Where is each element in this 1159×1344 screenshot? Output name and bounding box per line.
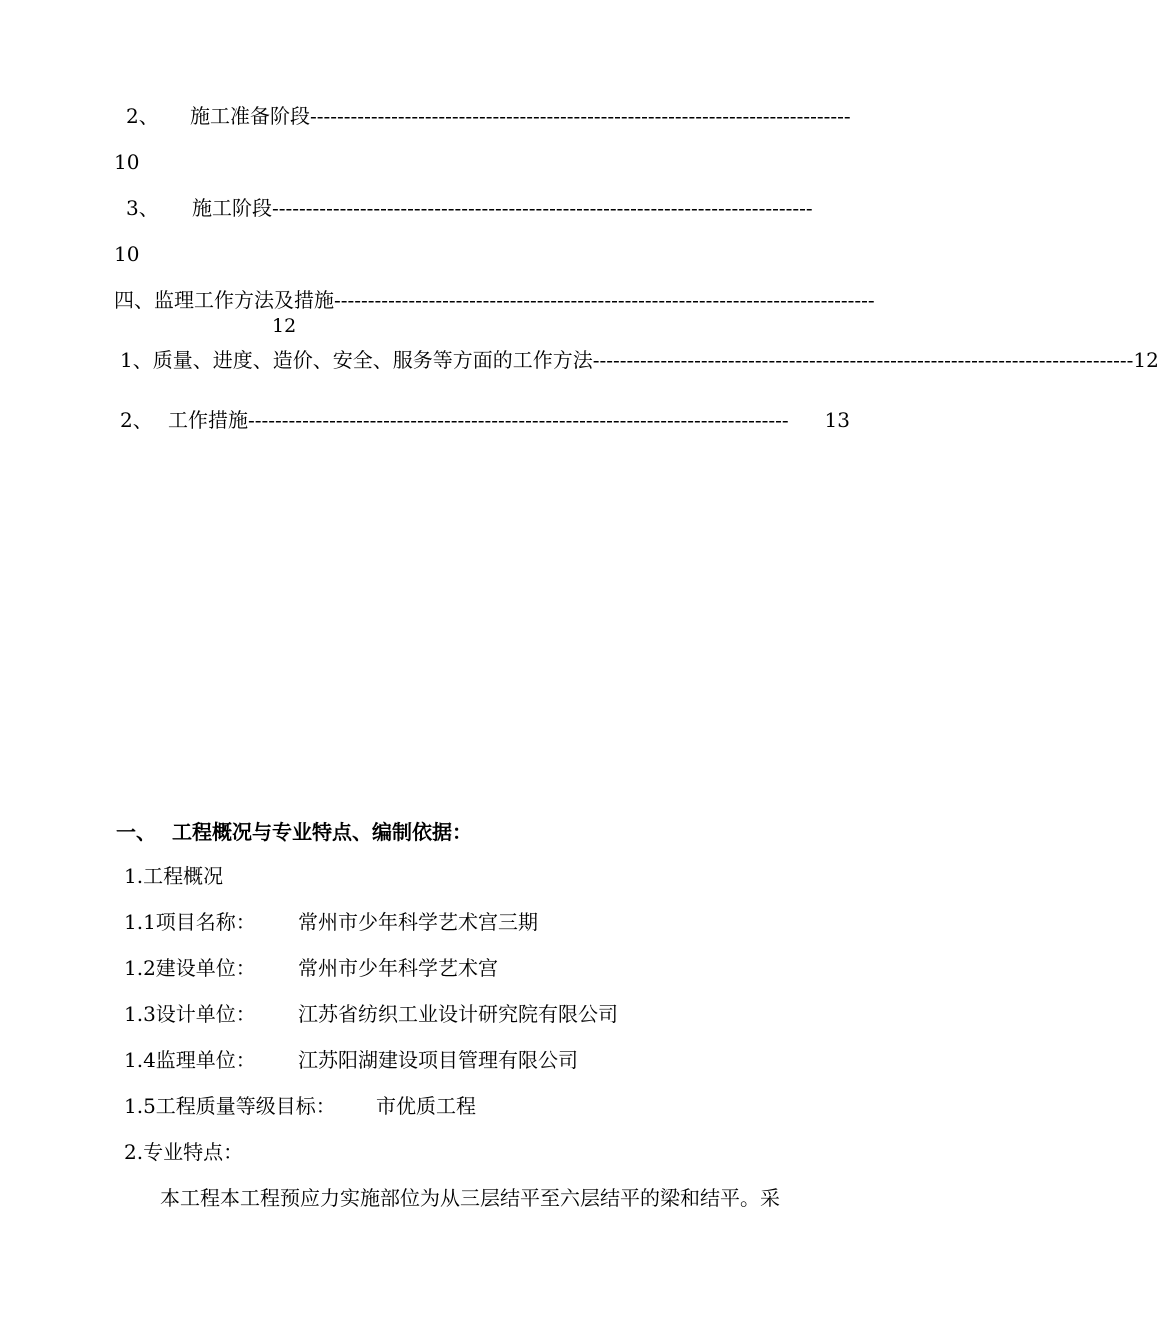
toc-entry-page: 13	[824, 408, 850, 432]
toc-leader: --------------------------------------------------------------------------------	[248, 408, 789, 432]
toc-entry-number: 2、	[120, 408, 153, 432]
section-heading-text: 工程概况与专业特点、编制依据：	[172, 820, 472, 844]
toc-entry-title: 质量、进度、造价、安全、服务等方面的工作方法	[152, 348, 593, 372]
section-heading	[116, 820, 472, 844]
field-value: 市优质工程	[376, 1094, 476, 1118]
toc-entry[interactable]	[120, 408, 850, 432]
field-row-owner	[124, 956, 498, 980]
toc-entry-title: 监理工作方法及措施	[154, 288, 334, 312]
toc-entry-number: 2、	[126, 104, 159, 128]
toc-entry-title: 施工阶段	[192, 196, 272, 220]
field-label: 1.5工程质量等级目标：	[124, 1094, 336, 1118]
section-heading-number: 一、	[116, 820, 156, 844]
toc-entry[interactable]	[114, 288, 875, 312]
field-label: 1.2建设单位：	[124, 956, 256, 980]
field-row-designer	[124, 1002, 618, 1026]
toc-entry-page: 12	[1133, 348, 1159, 372]
toc-leader: --------------------------------------------------------------------------------	[310, 104, 851, 128]
toc-entry-title: 工作措施	[168, 408, 248, 432]
field-value: 常州市少年科学艺术宫三期	[298, 910, 538, 934]
toc-entry[interactable]	[120, 348, 1159, 372]
toc-entry[interactable]	[126, 196, 860, 220]
field-row-supervisor	[124, 1048, 578, 1072]
toc-entry-page: 10	[114, 150, 140, 174]
toc-leader: --------------------------------------------------------------------------------	[334, 288, 875, 312]
toc-entry-page: 12	[272, 315, 297, 337]
field-value: 江苏阳湖建设项目管理有限公司	[298, 1048, 578, 1072]
body-paragraph: 本工程本工程预应力实施部位为从三层结平至六层结平的梁和结平。采	[160, 1186, 780, 1210]
toc-entry-number: 3、	[126, 196, 159, 220]
field-label: 1.1项目名称：	[124, 910, 256, 934]
toc-entry-number: 四、	[114, 288, 154, 312]
field-value: 常州市少年科学艺术宫	[298, 956, 498, 980]
field-row-project-name	[124, 910, 538, 934]
toc-entry-title: 施工准备阶段	[190, 104, 310, 128]
toc-entry[interactable]	[126, 104, 860, 128]
toc-entry-number: 1、	[120, 348, 153, 372]
subsection-title: 1.工程概况	[124, 864, 224, 888]
field-value: 江苏省纺织工业设计研究院有限公司	[298, 1002, 618, 1026]
field-label: 1.3设计单位：	[124, 1002, 256, 1026]
toc-leader: --------------------------------------------------------------------------------	[272, 196, 813, 220]
field-row-quality-target	[124, 1094, 476, 1118]
toc-entry-page: 10	[114, 242, 140, 266]
subsection-title: 2.专业特点：	[124, 1140, 244, 1164]
toc-leader: --------------------------------------------------------------------------------	[592, 348, 1134, 372]
field-label: 1.4监理单位：	[124, 1048, 256, 1072]
